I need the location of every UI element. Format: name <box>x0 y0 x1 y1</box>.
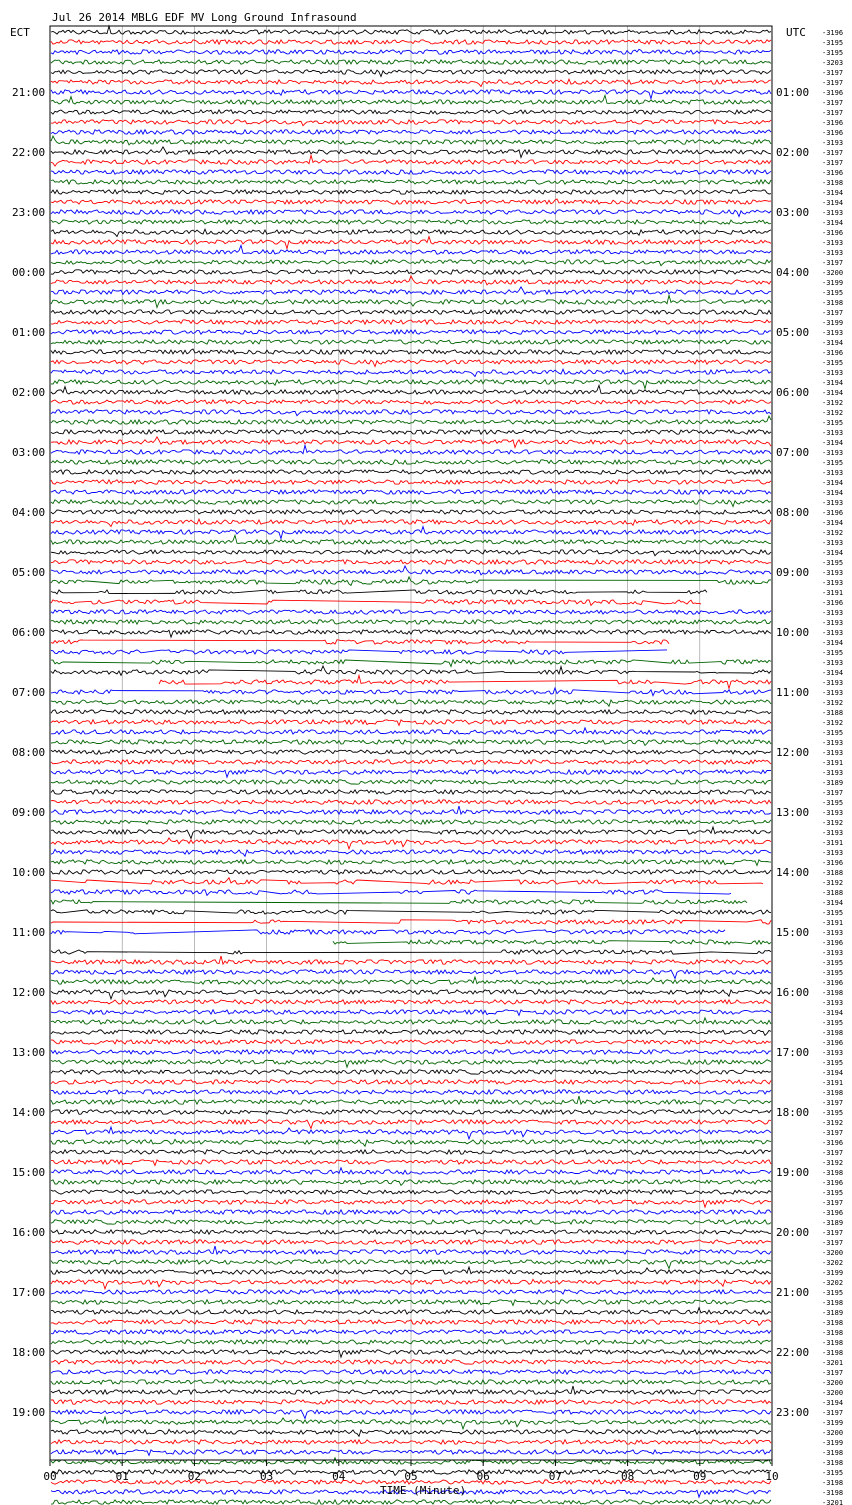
row-offset-label: -3194 <box>822 439 844 447</box>
x-tick-label: 04 <box>332 1470 346 1483</box>
left-hour-label: 14:00 <box>12 1106 46 1119</box>
row-offset-label: -3198 <box>822 1329 844 1337</box>
left-hour-label: 05:00 <box>12 566 46 579</box>
row-offset-label: -3196 <box>822 1179 844 1187</box>
row-offset-label: -3196 <box>822 169 844 177</box>
row-offset-label: -3199 <box>822 319 844 327</box>
row-offset-label: -3201 <box>822 1499 844 1505</box>
trace-row <box>333 940 771 944</box>
right-hour-label: 03:00 <box>776 206 810 219</box>
row-offset-label: -3193 <box>822 1049 844 1057</box>
right-hour-label: 19:00 <box>776 1166 810 1179</box>
row-offset-label: -3197 <box>822 1229 844 1237</box>
row-offset-label: -3194 <box>822 189 844 197</box>
row-offset-label: -3196 <box>822 1039 844 1047</box>
row-offset-label: -3198 <box>822 1339 844 1347</box>
row-offset-label: -3191 <box>822 589 844 597</box>
row-offset-label: -3194 <box>822 489 844 497</box>
x-tick-label: 08 <box>620 1470 635 1483</box>
row-offset-label: -3192 <box>822 1119 844 1127</box>
left-hour-label: 23:00 <box>12 206 46 219</box>
x-tick-label: 07 <box>548 1470 563 1483</box>
row-offset-label: -3195 <box>822 959 844 967</box>
row-offset-label: -3193 <box>822 929 844 937</box>
row-offset-label: -3191 <box>822 1079 844 1087</box>
right-hour-label: 20:00 <box>776 1226 810 1239</box>
row-offset-label: -3193 <box>822 329 844 337</box>
row-offset-label: -3197 <box>822 259 844 267</box>
row-offset-label: -3194 <box>822 389 844 397</box>
row-offset-label: -3193 <box>822 209 844 217</box>
row-offset-label: -3197 <box>822 309 844 317</box>
left-hour-label: 10:00 <box>12 866 46 879</box>
row-offset-label: -3196 <box>822 129 844 137</box>
row-offset-label: -3197 <box>822 1409 844 1417</box>
right-hour-label: 11:00 <box>776 686 810 699</box>
right-hour-label: 16:00 <box>776 986 810 999</box>
row-offset-label: -3198 <box>822 1089 844 1097</box>
trace-row <box>51 640 669 644</box>
right-hour-label: 05:00 <box>776 326 810 339</box>
left-hour-label: 00:00 <box>12 266 46 279</box>
trace-row <box>51 930 725 934</box>
row-offset-label: -3193 <box>822 749 844 757</box>
row-offset-label: -3196 <box>822 119 844 127</box>
row-offset-label: -3192 <box>822 879 844 887</box>
row-offset-label: -3197 <box>822 1369 844 1377</box>
left-hour-label: 03:00 <box>12 446 46 459</box>
row-offset-label: -3198 <box>822 1299 844 1307</box>
row-offset-label: -3200 <box>822 1429 844 1437</box>
trace-row <box>51 650 667 654</box>
row-offset-label: -3201 <box>822 1359 844 1367</box>
row-offset-label: -3197 <box>822 159 844 167</box>
row-offset-label: -3193 <box>822 429 844 437</box>
row-offset-label: -3193 <box>822 579 844 587</box>
row-offset-label: -3196 <box>822 859 844 867</box>
trace-row <box>51 590 707 594</box>
x-tick-label: 09 <box>693 1470 707 1483</box>
row-offset-label: -3193 <box>822 499 844 507</box>
row-offset-label: -3196 <box>822 599 844 607</box>
row-offset-label: -3192 <box>822 819 844 827</box>
x-axis-label: TIME (Minute) <box>380 1484 467 1497</box>
row-offset-label: -3193 <box>822 569 844 577</box>
row-offset-label: -3195 <box>822 1189 844 1197</box>
row-offset-label: -3189 <box>822 1219 844 1227</box>
row-offset-label: -3192 <box>822 699 844 707</box>
row-offset-label: -3191 <box>822 839 844 847</box>
row-offset-label: -3192 <box>822 399 844 407</box>
row-offset-label: -3191 <box>822 919 844 927</box>
right-zone-label: UTC <box>786 26 806 39</box>
row-offset-label: -3195 <box>822 459 844 467</box>
row-offset-label: -3197 <box>822 1129 844 1137</box>
left-zone-label: ECT <box>10 26 30 39</box>
right-hour-label: 09:00 <box>776 566 810 579</box>
right-hour-label: 22:00 <box>776 1346 810 1359</box>
row-offset-label: -3193 <box>822 469 844 477</box>
right-hour-label: 06:00 <box>776 386 810 399</box>
x-tick-label: 02 <box>187 1470 202 1483</box>
row-offset-label: -3198 <box>822 299 844 307</box>
row-offset-label: -3200 <box>822 1249 844 1257</box>
row-offset-label: -3200 <box>822 269 844 277</box>
left-hour-label: 04:00 <box>12 506 46 519</box>
row-offset-label: -3198 <box>822 1489 844 1497</box>
row-offset-label: -3193 <box>822 239 844 247</box>
left-hour-label: 02:00 <box>12 386 46 399</box>
left-hour-label: 09:00 <box>12 806 46 819</box>
trace-row <box>51 600 701 606</box>
row-offset-label: -3193 <box>822 999 844 1007</box>
row-offset-label: -3195 <box>822 49 844 57</box>
row-offset-label: -3195 <box>822 649 844 657</box>
row-offset-label: -3193 <box>822 809 844 817</box>
row-offset-label: -3193 <box>822 249 844 257</box>
row-offset-label: -3203 <box>822 59 844 67</box>
row-offset-label: -3193 <box>822 949 844 957</box>
row-offset-label: -3195 <box>822 289 844 297</box>
left-hour-label: 13:00 <box>12 1046 46 1059</box>
right-hour-label: 04:00 <box>776 266 810 279</box>
x-tick-label: 00 <box>43 1470 57 1483</box>
trace-row <box>159 675 771 688</box>
row-offset-label: -3198 <box>822 179 844 187</box>
row-offset-label: -3194 <box>822 519 844 527</box>
right-hour-label: 17:00 <box>776 1046 810 1059</box>
row-offset-label: -3193 <box>822 849 844 857</box>
trace-row <box>51 878 763 884</box>
row-offset-label: -3193 <box>822 609 844 617</box>
row-offset-label: -3195 <box>822 559 844 567</box>
right-hour-label: 08:00 <box>776 506 810 519</box>
row-offset-label: -3199 <box>822 1269 844 1277</box>
row-offset-label: -3193 <box>822 689 844 697</box>
row-offset-label: -3193 <box>822 769 844 777</box>
row-offset-label: -3198 <box>822 1459 844 1467</box>
right-hour-label: 07:00 <box>776 446 810 459</box>
row-offset-label: -3199 <box>822 1439 844 1447</box>
row-offset-label: -3197 <box>822 69 844 77</box>
row-offset-label: -3193 <box>822 369 844 377</box>
row-offset-label: -3188 <box>822 709 844 717</box>
row-offset-label: -3195 <box>822 729 844 737</box>
row-offset-label: -3195 <box>822 359 844 367</box>
x-tick-label: 06 <box>476 1470 490 1483</box>
left-hour-label: 12:00 <box>12 986 46 999</box>
row-offset-label: -3198 <box>822 1449 844 1457</box>
row-offset-label: -3195 <box>822 1289 844 1297</box>
row-offset-label: -3193 <box>822 659 844 667</box>
row-offset-label: -3195 <box>822 1059 844 1067</box>
row-offset-label: -3196 <box>822 939 844 947</box>
row-offset-label: -3194 <box>822 1009 844 1017</box>
left-hour-label: 18:00 <box>12 1346 46 1359</box>
right-hour-label: 15:00 <box>776 926 810 939</box>
trace-row <box>51 900 747 904</box>
right-hour-label: 21:00 <box>776 1286 810 1299</box>
row-offset-label: -3194 <box>822 479 844 487</box>
left-hour-labels <box>12 86 45 1419</box>
row-offset-label: -3194 <box>822 1399 844 1407</box>
row-offset-label: -3195 <box>822 419 844 427</box>
row-offset-label: -3192 <box>822 529 844 537</box>
row-offset-label: -3197 <box>822 1099 844 1107</box>
row-offset-label: -3195 <box>822 1469 844 1477</box>
left-hour-label: 06:00 <box>12 626 46 639</box>
row-offset-label: -3202 <box>822 1259 844 1267</box>
row-offset-label: -3191 <box>822 759 844 767</box>
row-offset-label: -3195 <box>822 799 844 807</box>
row-offset-label: -3196 <box>822 1139 844 1147</box>
row-offset-label: -3198 <box>822 989 844 997</box>
row-offset-label: -3196 <box>822 1209 844 1217</box>
row-offset-label: -3193 <box>822 829 844 837</box>
row-offset-label: -3196 <box>822 349 844 357</box>
left-hour-label: 01:00 <box>12 326 46 339</box>
row-offset-label: -3193 <box>822 679 844 687</box>
right-hour-labels <box>776 86 809 1419</box>
row-offset-label: -3194 <box>822 549 844 557</box>
right-hour-label: 13:00 <box>776 806 810 819</box>
row-offset-labels <box>822 29 843 1505</box>
left-hour-label: 16:00 <box>12 1226 46 1239</box>
row-offset-label: -3189 <box>822 1309 844 1317</box>
row-offset-label: -3198 <box>822 1479 844 1487</box>
row-offset-label: -3192 <box>822 409 844 417</box>
row-offset-label: -3196 <box>822 979 844 987</box>
row-offset-label: -3197 <box>822 99 844 107</box>
row-offset-label: -3196 <box>822 229 844 237</box>
row-offset-label: -3197 <box>822 79 844 87</box>
trace-row <box>51 1500 771 1504</box>
row-offset-label: -3199 <box>822 1419 844 1427</box>
row-offset-label: -3198 <box>822 1029 844 1037</box>
row-offset-label: -3194 <box>822 899 844 907</box>
row-offset-label: -3197 <box>822 1199 844 1207</box>
row-offset-label: -3196 <box>822 29 844 37</box>
right-hour-label: 18:00 <box>776 1106 810 1119</box>
x-tick-label: 03 <box>259 1470 274 1483</box>
row-offset-label: -3194 <box>822 669 844 677</box>
left-hour-label: 21:00 <box>12 86 46 99</box>
row-offset-label: -3192 <box>822 719 844 727</box>
chart-title: Jul 26 2014 MBLG EDF MV Long Ground Infrasound <box>52 11 357 24</box>
trace-row <box>51 890 731 896</box>
row-offset-label: -3193 <box>822 139 844 147</box>
row-offset-label: -3195 <box>822 1019 844 1027</box>
row-offset-label: -3194 <box>822 339 844 347</box>
row-offset-label: -3197 <box>822 109 844 117</box>
row-offset-label: -3198 <box>822 1349 844 1357</box>
left-hour-label: 22:00 <box>12 146 46 159</box>
row-offset-label: -3197 <box>822 1239 844 1247</box>
x-tick-label: 05 <box>404 1470 418 1483</box>
left-hour-label: 07:00 <box>12 686 46 699</box>
row-offset-label: -3193 <box>822 739 844 747</box>
right-hour-label: 10:00 <box>776 626 810 639</box>
right-hour-label: 14:00 <box>776 866 810 879</box>
row-offset-label: -3194 <box>822 639 844 647</box>
row-offset-label: -3193 <box>822 539 844 547</box>
row-offset-label: -3192 <box>822 1159 844 1167</box>
row-offset-label: -3197 <box>822 149 844 157</box>
right-hour-label: 23:00 <box>776 1406 810 1419</box>
row-offset-label: -3193 <box>822 619 844 627</box>
right-hour-label: 02:00 <box>776 146 810 159</box>
row-offset-label: -3200 <box>822 1379 844 1387</box>
row-offset-label: -3198 <box>822 1169 844 1177</box>
row-offset-label: -3188 <box>822 869 844 877</box>
row-offset-label: -3197 <box>822 789 844 797</box>
row-offset-label: -3200 <box>822 1389 844 1397</box>
x-axis-ticks <box>43 1460 778 1483</box>
row-offset-label: -3195 <box>822 39 844 47</box>
left-hour-label: 15:00 <box>12 1166 46 1179</box>
right-hour-label: 12:00 <box>776 746 810 759</box>
left-hour-label: 11:00 <box>12 926 46 939</box>
row-offset-label: -3195 <box>822 969 844 977</box>
row-offset-label: -3194 <box>822 1069 844 1077</box>
row-offset-label: -3189 <box>822 779 844 787</box>
row-offset-label: -3198 <box>822 1319 844 1327</box>
left-hour-label: 08:00 <box>12 746 46 759</box>
x-tick-label: 01 <box>115 1470 129 1483</box>
row-offset-label: -3194 <box>822 219 844 227</box>
row-offset-label: -3195 <box>822 1109 844 1117</box>
left-hour-label: 17:00 <box>12 1286 46 1299</box>
x-tick-label: 10 <box>765 1470 779 1483</box>
right-hour-label: 01:00 <box>776 86 810 99</box>
row-offset-label: -3195 <box>822 909 844 917</box>
row-offset-label: -3196 <box>822 89 844 97</box>
row-offset-label: -3199 <box>822 279 844 287</box>
row-offset-label: -3194 <box>822 379 844 387</box>
row-offset-label: -3194 <box>822 199 844 207</box>
row-offset-label: -3193 <box>822 449 844 457</box>
row-offset-label: -3202 <box>822 1279 844 1287</box>
row-offset-label: -3197 <box>822 1149 844 1157</box>
row-offset-label: -3196 <box>822 509 844 517</box>
left-hour-label: 19:00 <box>12 1406 46 1419</box>
row-offset-label: -3188 <box>822 889 844 897</box>
row-offset-label: -3193 <box>822 629 844 637</box>
